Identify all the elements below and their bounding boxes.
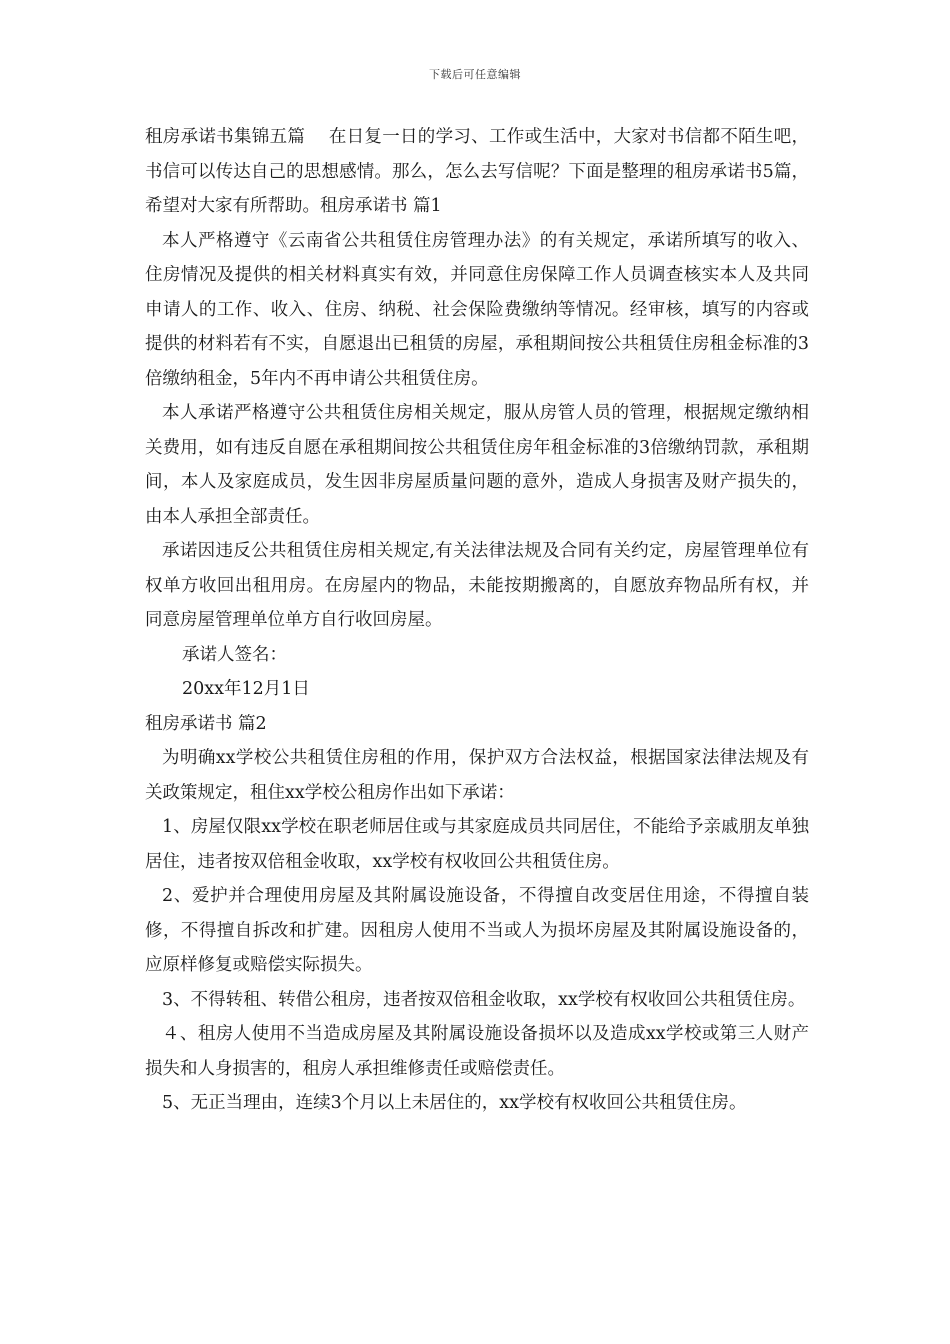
intro-paragraph: 租房承诺书集锦五篇 在日复一日的学习、工作或生活中，大家对书信都不陌生吧，书信可以传达自己的思想感情。那么，怎么去写信呢？下面是整理的租房承诺书5篇，希望对大家有所帮助。租房承诺书 篇1 bbox=[145, 127, 809, 216]
paragraph-4: 为明确xx学校公共租赁住房租的作用，保护双方合法权益，根据国家法律法规及有关政策规定，租住xx学校公租房作出如下承诺： bbox=[145, 748, 809, 803]
date-line: 20xx年12月1日 bbox=[182, 679, 310, 699]
section-title-2: 租房承诺书 篇2 bbox=[145, 713, 267, 734]
list-item-4: ４、租房人使用不当造成房屋及其附属设施设备损坏以及造成xx学校或第三人财产损失和人身损害的，租房人承担维修责任或赔偿责任。 bbox=[145, 1024, 809, 1079]
page-header: 下载后可任意编辑 bbox=[429, 68, 521, 81]
signature-line: 承诺人签名： bbox=[182, 644, 287, 665]
document-body bbox=[145, 120, 809, 1121]
list-item-2: 2、爱护并合理使用房屋及其附属设施设备，不得擅自改变居住用途，不得擅自装修，不得擅自拆改和扩建。因租房人使用不当或人为损坏房屋及其附属设施设备的，应原样修复或赔偿实际损失。 bbox=[145, 886, 809, 975]
list-item-5: 5、无正当理由，连续3个月以上未居住的，xx学校有权收回公共租赁住房。 bbox=[162, 1093, 747, 1113]
list-item-1: 1、房屋仅限xx学校在职老师居住或与其家庭成员共同居住，不能给予亲戚朋友单独居住，违者按双倍租金收取，xx学校有权收回公共租赁住房。 bbox=[145, 817, 809, 872]
paragraph-1: 本人严格遵守《云南省公共租赁住房管理办法》的有关规定，承诺所填写的收入、住房情况及提供的相关材料真实有效，并同意住房保障工作人员调查核实本人及共同申请人的工作、收入、住房、纳税、社会保险费缴纳等情况。经审核，填写的内容或提供的材料若有不实，自愿退出已租赁的房屋，承租期间按公共租赁住房租金标准的3倍缴纳租金，5年内不再申请公共租赁住房。 bbox=[145, 230, 809, 389]
list-item-3: 3、不得转租、转借公租房，违者按双倍租金收取，xx学校有权收回公共租赁住房。 bbox=[162, 989, 806, 1010]
paragraph-3: 承诺因违反公共租赁住房相关规定,有关法律法规及合同有关约定，房屋管理单位有权单方收回出租用房。在房屋内的物品，未能按期搬离的，自愿放弃物品所有权，并同意房屋管理单位单方自行收回房屋。 bbox=[145, 541, 809, 630]
paragraph-2: 本人承诺严格遵守公共租赁住房相关规定，服从房管人员的管理，根据规定缴纳相关费用，如有违反自愿在承租期间按公共租赁住房年租金标准的3倍缴纳罚款，承租期间，本人及家庭成员，发生因非房屋质量问题的意外，造成人身损害及财产损失的，由本人承担全部责任。 bbox=[145, 403, 809, 527]
